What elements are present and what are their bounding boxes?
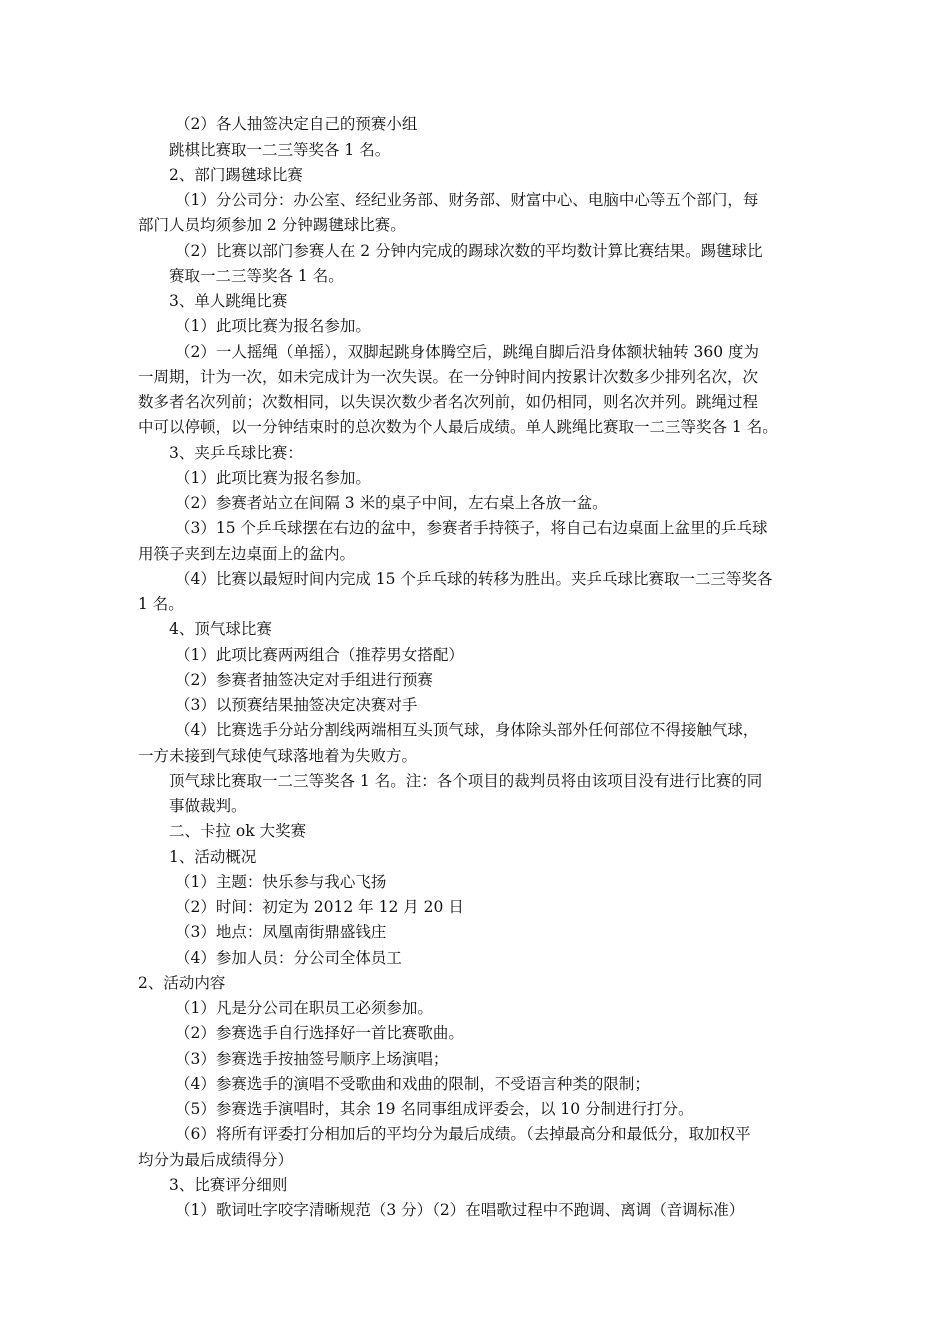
text-line: （3）15 个乒乓球摆在右边的盆中，参赛者手持筷子，将自己右边桌面上盆里的乒乓球 bbox=[175, 519, 768, 537]
section-heading: 二、卡拉 ok 大奖赛 bbox=[169, 822, 307, 840]
text-line: （1）凡是分公司在职员工必须参加。 bbox=[175, 999, 433, 1017]
text-line: （1）主题：快乐参与我心飞扬 bbox=[175, 873, 387, 891]
text-line: （1）此项比赛为报名参加。 bbox=[175, 469, 371, 487]
text-line: 数多者名次列前；次数相同，以失误次数少者名次列前，如仍相同，则名次并列。跳绳过程 bbox=[138, 393, 759, 411]
text-line: 均分为最后成绩得分） bbox=[138, 1151, 294, 1169]
text-line: （4）参赛选手的演唱不受歌曲和戏曲的限制，不受语言种类的限制； bbox=[175, 1075, 650, 1093]
text-line: （4）比赛选手分站分割线两端相互头顶气球，身体除头部外任何部位不得接触气球， bbox=[175, 721, 759, 739]
text-line: 中可以停顿，以一分钟结束时的总次数为个人最后成绩。单人跳绳比赛取一二三等奖各 1 名。 bbox=[138, 418, 778, 436]
text-line: （4）参加人员：分公司全体员工 bbox=[175, 949, 402, 967]
text-line: （2）时间：初定为 2012 年 12 月 20 日 bbox=[175, 898, 464, 916]
section-heading: 2、部门踢毽球比赛 bbox=[169, 166, 303, 184]
text-line: （3）参赛选手按抽签号顺序上场演唱； bbox=[175, 1050, 449, 1068]
text-line: （3）地点：凤凰南街鼎盛钱庄 bbox=[175, 923, 387, 941]
text-line: （1）此项比赛为报名参加。 bbox=[175, 317, 371, 335]
section-heading: 3、夹乒乓球比赛： bbox=[169, 444, 303, 462]
text-line: （2）比赛以部门参赛人在 2 分钟内完成的踢球次数的平均数计算比赛结果。踢毽球比 bbox=[175, 242, 763, 260]
section-heading: 2、活动内容 bbox=[138, 974, 226, 992]
text-line: （1）分公司分：办公室、经纪业务部、财务部、财富中心、电脑中心等五个部门，每 bbox=[175, 191, 759, 209]
section-heading: 4、顶气球比赛 bbox=[169, 620, 272, 638]
text-line: （4）比赛以最短时间内完成 15 个乒乓球的转移为胜出。夹乒乓球比赛取一二三等奖各 bbox=[175, 570, 773, 588]
section-heading: 3、比赛评分细则 bbox=[169, 1176, 288, 1194]
section-heading: 1、活动概况 bbox=[169, 848, 257, 866]
text-line: （2）参赛者站立在间隔 3 米的桌子中间，左右桌上各放一盆。 bbox=[175, 494, 608, 512]
text-line: （5）参赛选手演唱时，其余 19 名同事组成评委会，以 10 分制进行打分。 bbox=[175, 1100, 694, 1118]
text-line: （1）此项比赛两两组合（推荐男女搭配） bbox=[175, 646, 464, 664]
text-line: 1 名。 bbox=[138, 595, 184, 613]
text-line: 顶气球比赛取一二三等奖各 1 名。注：各个项目的裁判员将由该项目没有进行比赛的同 bbox=[169, 772, 763, 790]
text-line: （2）各人抽签决定自己的预赛小组 bbox=[175, 115, 418, 133]
text-line: （2）参赛选手自行选择好一首比赛歌曲。 bbox=[175, 1024, 464, 1042]
text-line: 跳棋比赛取一二三等奖各 1 名。 bbox=[169, 141, 391, 159]
text-line: 一周期，计为一次，如未完成计为一次失误。在一分钟时间内按累计次数多少排列名次，次 bbox=[138, 368, 759, 386]
text-line: （1）歌词吐字咬字清晰规范（3 分）（2）在唱歌过程中不跑调、离调（音调标准） bbox=[175, 1201, 745, 1219]
text-line: （2）参赛者抽签决定对手组进行预赛 bbox=[175, 671, 433, 689]
text-line: （3）以预赛结果抽签决定决赛对手 bbox=[175, 696, 418, 714]
text-line: 事做裁判。 bbox=[169, 797, 247, 815]
text-line: 部门人员均须参加 2 分钟踢毽球比赛。 bbox=[138, 216, 406, 234]
text-line: （6）将所有评委打分相加后的平均分为最后成绩。（去掉最高分和最低分，取加权平 bbox=[175, 1125, 751, 1143]
text-line: 用筷子夹到左边桌面上的盆内。 bbox=[138, 545, 356, 563]
section-heading: 3、单人跳绳比赛 bbox=[169, 292, 288, 310]
text-line: （2）一人摇绳（单摇），双脚起跳身体腾空后，跳绳自脚后沿身体额状轴转 360 度为 bbox=[175, 343, 760, 361]
text-line: 一方未接到气球使气球落地着为失败方。 bbox=[138, 747, 418, 765]
text-line: 赛取一二三等奖各 1 名。 bbox=[169, 267, 344, 285]
